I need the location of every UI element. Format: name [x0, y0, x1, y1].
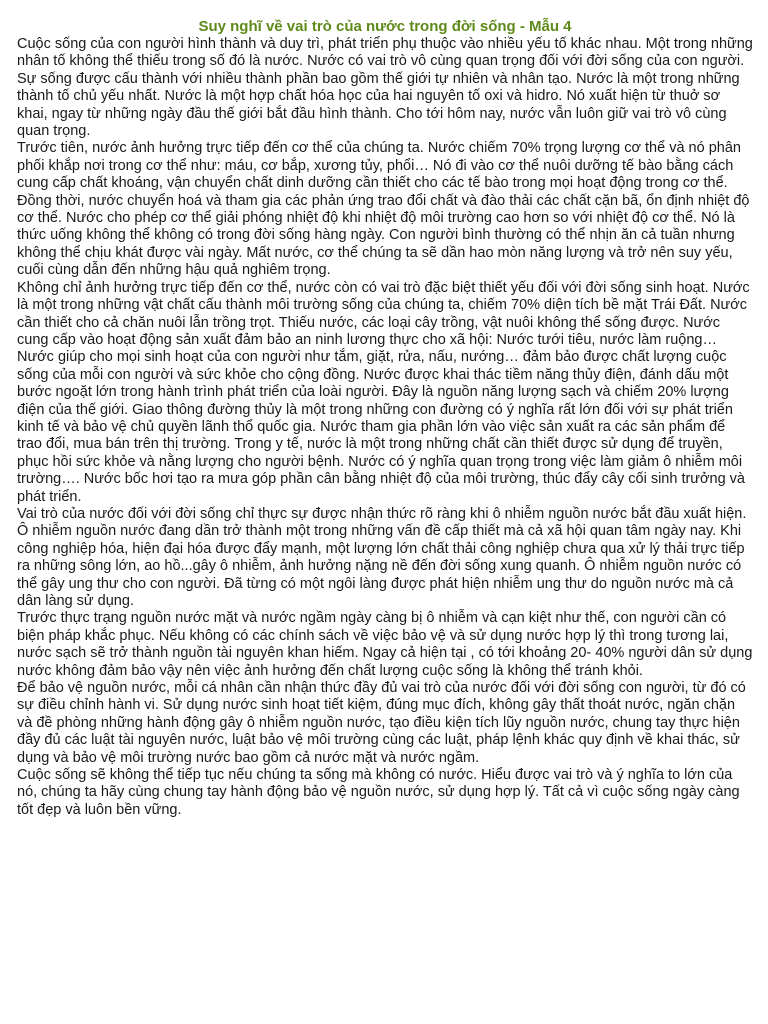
paragraph-conclusion: Cuộc sống sẽ không thể tiếp tục nếu chúng ta sống mà không có nước. Hiểu được vai trò và ý nghĩa to lớn của nó, chúng ta hãy cùng chung tay hành động bảo vệ nguồn nước, sử dụng hợp lý. Tất cả vì cuộc sống ngày càng tốt đẹp và luôn bền vững. — [17, 767, 740, 818]
paragraph-definition: Sự sống được cấu thành với nhiều thành phần bao gồm thế giới tự nhiên và nhân tạo. Nước là một trong những thành tố chủ yếu nhất. Nước là một hợp chất hóa học của hai nguyên tố oxi và hidro. Nó xuất hiện từ thuở sơ khai, ngay từ những ngày đầu thế giới bắt đầu hình thành. Cho tới hôm nay, nước vẫn luôn giữ vai trò vô cùng quan trọng. — [17, 70, 740, 140]
paragraph-pollution: Vai trò của nước đối với đời sống chỉ thực sự được nhận thức rõ ràng khi ô nhiễm nguồn nước bắt đầu xuất hiện. Ô nhiễm nguồn nước đang dần trở thành một trong những vấn đề cấp thiết mà cả xã hội quan tâm ngày nay. Khi công nghiệp hóa, hiện đại hóa được đẩy mạnh, một lượng lớn chất thải công nghiệp chưa qua xử lý thải trực tiếp ra những sông lớn, ao hồ...gây ô nhiễm, ảnh hưởng nặng nề đến đời sống xung quanh. Ô nhiễm nguồn nước có thể gây ung thư cho con người. Đã từng có một ngôi làng được phát hiện nhiễm ung thư do nguồn nước mà cả dân làng sử dụng. — [17, 505, 747, 609]
page-title: Suy nghĩ về vai trò của nước trong đời sống - Mẫu 4 — [198, 18, 572, 35]
paragraph-solutions: Trước thực trạng nguồn nước mặt và nước ngầm ngày càng bị ô nhiễm và cạn kiệt như thế, con người cần có biện pháp khắc phục. Nếu không có các chính sách về việc bảo vệ và sử dụng nước hợp lý thì trong tương lai, nước sạch sẽ trở thành nguồn tài nguyên khan hiếm. Ngay cả hiện tại , có tới khoảng 20- 40% người dân sử dụng nước không đảm bảo vậy nên việc ảnh hưởng đến chất lượng cuộc sống là không thể tránh khỏi. — [17, 610, 753, 679]
paragraph-body-health: Trước tiên, nước ảnh hưởng trực tiếp đến cơ thể của chúng ta. Nước chiếm 70% trọng lượng cơ thể và nó phân phối khắp nơi trong cơ thể như: máu, cơ bắp, xương tủy, phổi… Nó đi vào cơ thể nuôi dưỡng tế bào bằng cách cung cấp chất khoáng, vận chuyển chất dinh dưỡng cần thiết cho các tế bào trong mọi hoạt động trong cơ thể. Đồng thời, nước chuyển hoá và tham gia các phản ứng trao đổi chất và đào thải các chất cặn bã, ổn định nhiệt độ cơ thể. Nước cho phép cơ thể giải phóng nhiệt độ khi nhiệt độ môi trường cao hơn so với nhiệt độ cơ thể. Nó là thức uống không thể không có trong đời sống hàng ngày. Con người bình thường có thể nhịn ăn cả tuần nhưng không thể chịu khát được vài ngày. Mất nước, cơ thể chúng ta sẽ dần hao mòn năng lượng và trở nên suy yếu, cuối cùng dẫn đến những hậu quả nghiêm trọng. — [17, 140, 750, 279]
document-page — [17, 17, 753, 819]
paragraph-daily-life: Không chỉ ảnh hưởng trực tiếp đến cơ thể, nước còn có vai trò đặc biệt thiết yếu đối với đời sống sinh hoạt. Nước là một trong những vật chất cấu thành môi trường sống của chúng ta, chiếm 70% diện tích bề mặt Trái Đất. Nước cần thiết cho cả chăn nuôi lẫn trồng trọt. Thiếu nước, các loại cây trồng, vật nuôi không thể sống được. Nước cung cấp vào hoạt động sản xuất đảm bảo an ninh lương thực cho xã hội: Nước tưới tiêu, nước làm ruộng… Nước giúp cho mọi sinh hoạt của con người như tắm, giặt, rửa, nấu, nướng… đảm bảo được chất lượng cuộc sống của mỗi con người và sức khỏe cho cộng đồng. Nước được khai thác tiềm năng thủy điện, đánh dấu một bước ngoặt lớn trong hành trình phát triển của loài người. Đây là nguồn năng lượng sạch và chiếm 20% lượng điện của thế giới. Giao thông đường thủy là một trong những con đường có ý nghĩa rất lớn đối với sự phát triển kinh tế và bảo vệ chủ quyền lãnh thổ quốc gia. Nước tham gia phần lớn vào việc sản xuất ra các sản phẩm để trao đổi, mua bán trên thị trường. Trong y tế, nước là một trong những chất cần thiết được sử dụng để truyền, phục hồi sức khỏe và nằng lượng cho người bệnh. Nước có ý nghĩa quan trọng trong việc làm giảm ô nhiễm môi trường…. Nước bốc hơi tạo ra mưa góp phần cân bằng nhiệt độ của môi trường, thúc đẩy cây cối sinh trưởng và phát triển. — [17, 279, 750, 505]
paragraph-protection: Để bảo vệ nguồn nước, mỗi cá nhân cần nhận thức đầy đủ vai trò của nước đối với đời sống con người, từ đó có sự điều chỉnh hành vi. Sử dụng nước sinh hoạt tiết kiệm, đúng mục đích, không gây thất thoát nước, ngăn chặn và đề phòng những hành động gây ô nhiễm nguồn nước, tạo điều kiện tích lũy nguồn nước, chung tay thực hiện đầy đủ các luật tài nguyên nước, luật bảo vệ môi trường cùng các luật, pháp lệnh khác quy định về khai thác, sử dụng và bảo vệ môi trường nước bao gồm cả nước mặt và nước ngầm. — [17, 680, 746, 766]
paragraph-intro: Cuộc sống của con người hình thành và duy trì, phát triển phụ thuộc vào nhiều yếu tố khác nhau. Một trong những nhân tố không thể thiếu trong số đó là nước. Nước có vai trò vô cùng quan trọng đối với đời sống của con người. — [17, 36, 753, 70]
